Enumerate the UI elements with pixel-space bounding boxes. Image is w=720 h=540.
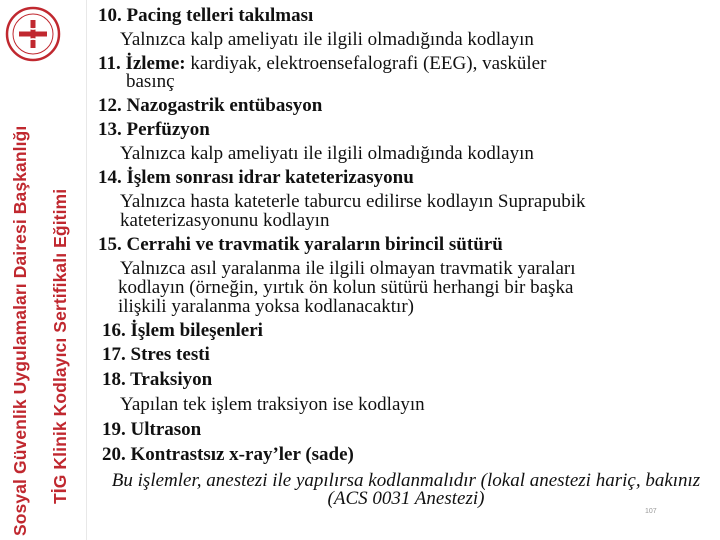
ministry-emblem-icon <box>5 6 61 62</box>
sidebar-banner <box>0 0 86 540</box>
list-item-continuation: basınç <box>126 71 175 92</box>
page-number: 107 <box>645 508 657 515</box>
footer-note: Bu işlemler, anestezi ile yapılırsa kodlanmalıdır (lokal anestezi hariç, bakınız (ACS 0031 Anestezi) <box>111 470 701 509</box>
list-item: 18. Traksiyon <box>102 369 213 390</box>
sidebar-subtitle: TİG Klinik Kodlayıcı Sertifikalı Eğitimi <box>50 188 70 504</box>
list-item-note: Yalnızca asıl yaralanma ile ilgili olmayan travmatik yaraları <box>120 258 576 279</box>
sidebar-divider <box>86 0 87 540</box>
list-item: 14. İşlem sonrası idrar kateterizasyonu <box>98 167 414 188</box>
list-item-note-continuation: kateterizasyonunu kodlayın <box>120 210 330 231</box>
list-item-note: Yapılan tek işlem traksiyon ise kodlayın <box>120 394 425 415</box>
list-item-note-continuation: ilişkili yaralanma yoksa kodlanacaktır) <box>118 296 414 317</box>
list-item-note: Yalnızca hasta kateterle taburcu edilirse kodlayın Suprapubik <box>120 191 586 212</box>
list-item: 12. Nazogastrik entübasyon <box>98 95 323 116</box>
list-item: 10. Pacing telleri takılması <box>98 5 314 26</box>
list-item-note: Yalnızca kalp ameliyatı ile ilgili olmadığında kodlayın <box>120 29 534 50</box>
list-item: 20. Kontrastsız x-ray’ler (sade) <box>102 444 354 465</box>
sidebar-title: Sosyal Güvenlik Uygulamaları Dairesi Başkanlığı <box>10 125 30 536</box>
list-item: 17. Stres testi <box>102 344 210 365</box>
list-item-note-continuation: kodlayın (örneğin, yırtık ön kolun sütürü herhangi bir başka <box>118 277 574 298</box>
list-item: 13. Perfüzyon <box>98 119 210 140</box>
list-item: 15. Cerrahi ve travmatik yaraların birincil sütürü <box>98 234 503 255</box>
list-item: 19. Ultrason <box>102 419 202 440</box>
list-item-note: Yalnızca kalp ameliyatı ile ilgili olmadığında kodlayın <box>120 143 534 164</box>
list-item: 11. İzleme: kardiyak, elektroensefalografi (EEG), vasküler <box>98 53 547 74</box>
list-item: 16. İşlem bileşenleri <box>102 320 263 341</box>
